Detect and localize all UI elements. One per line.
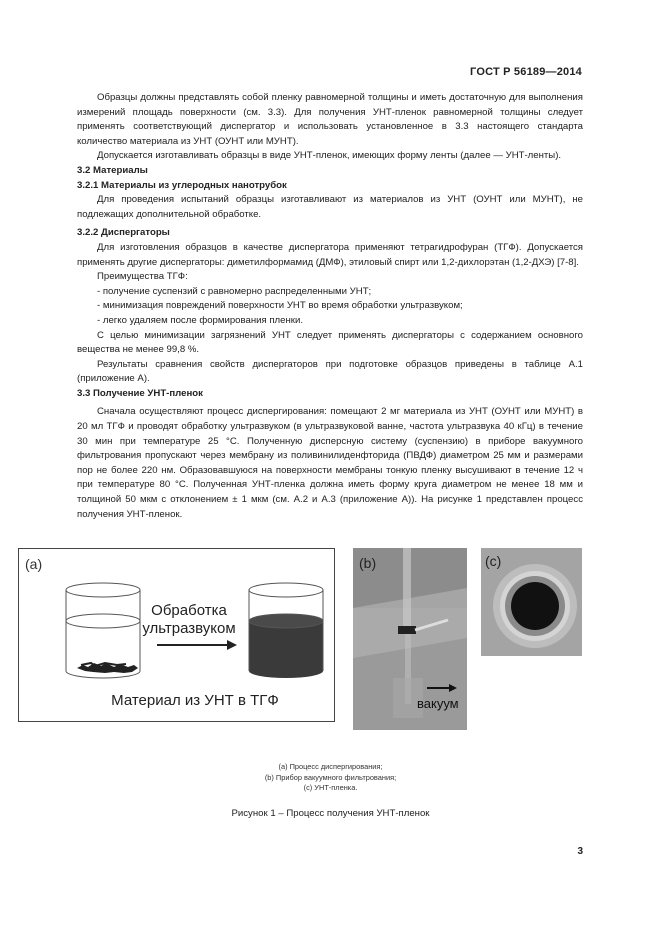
page-number: 3 (577, 846, 583, 857)
legend-line: (c) УНТ-пленка. (303, 783, 358, 792)
dispersion-diagram (19, 549, 334, 721)
paragraph: Для изготовления образцов в качестве диспергатора применяют тетрагидрофуран (ТГФ). Допускается применять другие диспергаторы: диметилформамид (ДМФ), этиловый спирт или 1,2-дихлорэтан (1,2-ДХЭ) [7-8]. (77, 241, 583, 268)
figure-panel-a (18, 548, 335, 722)
panel-label-c: (c) (485, 553, 502, 569)
figure-title: Рисунок 1 – Процесс получения УНТ-пленок (231, 808, 430, 819)
list-item: - легко удаляем после формирования пленки. (97, 314, 304, 326)
paragraph: Для проведения испытаний образцы изготавливают из материалов из УНТ (ОУНТ или МУНТ), не подлежащих дополнительной обработке. (77, 194, 583, 220)
subsection-heading: 3.2.1 Материалы из углеродных нанотрубок (77, 179, 287, 191)
legend-line: (a) Процесс диспергирования; (278, 762, 383, 771)
paragraph: Результаты сравнения свойств диспергаторов при подготовке образцов приведены в таблице А.1 (приложение А). (77, 358, 583, 385)
body-text (77, 91, 583, 522)
section-heading: 3.3 Получение УНТ-пленок (77, 387, 203, 399)
arrow-head-icon (227, 640, 237, 650)
subsection-heading: 3.2.2 Диспергаторы (77, 227, 170, 239)
paragraph: Преимущества ТГФ: (97, 271, 188, 283)
arrow-label-line1: Обработка (151, 602, 227, 619)
cnt-film-photo (481, 548, 582, 656)
panel-label-b: (b) (359, 555, 377, 571)
list-item: - получение суспензий с равномерно распределенными УНТ; (97, 285, 372, 297)
paragraph: Допускается изготавливать образцы в виде УНТ-пленок, имеющих форму ленты (далее — УНТ-ленты). (97, 150, 562, 162)
beaker-filled-icon (249, 583, 323, 678)
list-item: - минимизация повреждений поверхности УНТ во время обработки ультразвуком; (97, 300, 463, 312)
legend-line: (b) Прибор вакуумного фильтрования; (264, 772, 397, 782)
paragraph: Сначала осуществляют процесс диспергирования: помещают 2 мг материала из УНТ (ОУНТ или МУНТ) в 20 мл ТГФ и проводят обработку ультразвуком (в ультразвуковой ванне, частота ультразвука 40 кГц) в течение 30 мин при температуре 25 °С. Полученную дисперсную систему (суспензию) в приборе вакуумного фильтрования пропускают через мембрану из поливинилиденфторида (ПВДФ) диаметром 25 мм и размерами пор не более 220 нм. Образовавшуюся на поверхности мембраны тонкую пленку высушивают в течение 12 ч при температуре 80 °С. Полученная УНТ-пленка должна иметь форму круга диаметром не менее 18 мм и толщиной 50 мкм с отклонением ± 1 мкм (см. А.2 и А.3 (приложение А)). На рисунке 1 представлен процесс получения УНТ-пленок. (77, 406, 583, 520)
vacuum-label: вакуум (417, 696, 459, 711)
vacuum-filtration-photo (353, 548, 467, 730)
figure-panel-c (481, 548, 582, 656)
section-heading: 3.2 Материалы (77, 164, 148, 176)
figure-panel-b (353, 548, 467, 730)
standard-header: ГОСТ Р 56189—2014 (470, 66, 582, 78)
beaker-icon (66, 583, 140, 678)
paragraph: С целью минимизации загрязнений УНТ следует применять диспергаторы с содержанием основного вещества не менее 99,8 %. (77, 329, 583, 356)
arrow-label-line2: ультразвуком (142, 620, 236, 637)
panel-label-a: (a) (25, 556, 43, 572)
cnt-film-disc (511, 582, 559, 630)
panel-a-caption-text: Материал из УНТ в ТГФ (111, 692, 279, 709)
figure-legend (0, 762, 661, 794)
paragraph: Образцы должны представлять собой пленку равномерной толщины и иметь достаточную для выполнения измерений площадь поверхности (см. 3.3). Для получения УНТ-пленок равномерной толщины следует применять соответствующий диспергатор и использовать установленное в 3.3 настоящего стандарта количество материала из УНТ (ОУНТ или МУНТ). (77, 92, 583, 147)
